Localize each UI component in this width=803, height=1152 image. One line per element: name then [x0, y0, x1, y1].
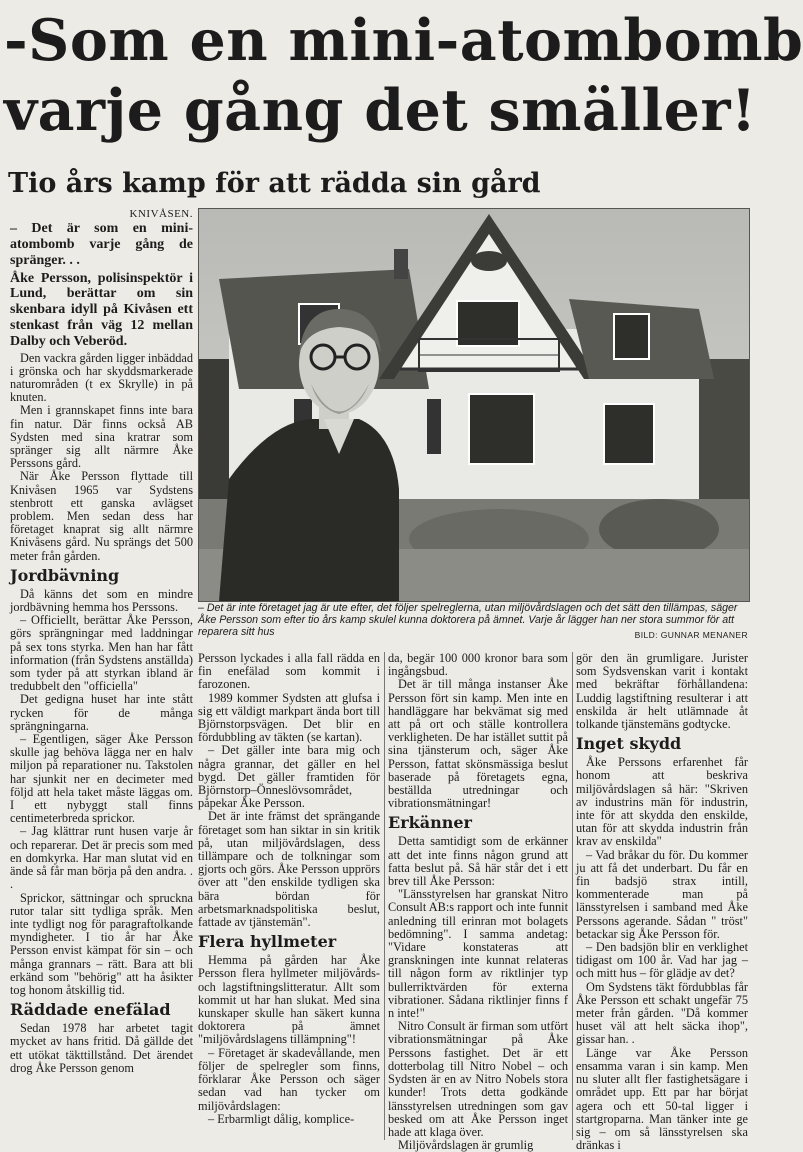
section-heading-jordbavning: Jordbävning — [10, 565, 120, 585]
paragraph: – Vad bråkar du för. Du kommer ju att få det underbart. Du får en fin badsjö strax intill, kommenterade man på länsstyrelsen i samband med Åke Perssons agerande. Sådan " tröst" betackar sig Åke Persson för. — [576, 847, 748, 941]
column-d — [576, 651, 748, 1152]
paragraph: Det gedigna huset har inte stått rycken för de många sprängningarna. — [10, 692, 193, 733]
paragraph: Detta samtidigt som de erkänner att det inte finns någon grund att fatta beslut på. Så här står det i ett brev till Åke Persson: — [388, 834, 568, 889]
paragraph: Persson lyckades i alla fall rädda en fin enefälad som kommit i farozonen. — [198, 651, 380, 692]
section-heading-hyllmeter: Flera hyllmeter — [198, 932, 337, 952]
dateline: KNIVÅSEN. — [129, 208, 193, 220]
headline-line-2: varje gång det smäller! — [4, 77, 757, 144]
paragraph: Den vackra gården ligger inbäddad i grönska och har skyddsmarkerade naturområden (t ex Skrylle) in på knuten. — [10, 350, 193, 405]
paragraph: Om Sydstens täkt fördubblas får Åke Persson ett schakt ungefär 75 meter från gården. "Då kommer huset väl att helt säcka ihop", gissar han. . — [576, 979, 748, 1047]
column-divider — [572, 652, 573, 1140]
photo-caption: – Det är inte företaget jag är ute efter, det följer spelreglerna, utan miljövårdslagen och det sätt den tillämpas, säger Åke Persson som efter tio års kamp skulel kunna doktorera på ämnet. Varje år lägger han ner stora summor för att reparera sitt hus — [198, 602, 738, 638]
paragraph: da, begär 100 000 kronor bara som ingångsbud. — [388, 651, 568, 679]
lead-quote: – Det är som en mini-atombomb varje gång de spränger. . . — [10, 221, 193, 268]
paragraph: Sedan 1978 har arbetet tagit mycket av hans fritid. Då gällde det ett utökat täkttillstånd. Det ärendet drog Åke Persson genom — [10, 1021, 193, 1075]
paragraph: gör den än grumligare. Jurister som Sydsvenskan varit i kontakt med bekräftar förhållandena: Luddig lagstiftning resulterar i att enskilda är helt utlämnade åt tolkande tjänstemäns godtycke. — [576, 651, 748, 732]
paragraph: Länge var Åke Persson ensamma varan i sin kamp. Men nu sluter allt fler fastighetsägare i området upp. Ett par har börjat agera och ett 50-tal ligger i startgroparna. Man tänker inte ge sig – om så länsstyrelsen ska dränkas i — [576, 1045, 748, 1152]
paragraph: Då känns det som en mindre jordbävning hemma hos Perssons. — [10, 586, 193, 615]
paragraph: Nitro Consult är firman som utfört vibrationsmätningar på Åke Perssons fastighet. Det är ett dotterbolag till Nitro Nobel – och Sydsten är en av Nitro Nobels stora kunder! Trots detta godkände länsstyrelsen utredningen som gav besked om att Åke Persson inget hade att klaga över. — [388, 1019, 568, 1139]
headline-line-1: -Som en mini-atombomb — [4, 7, 803, 74]
intro: Åke Persson, polisinspektör i Lund, berättar om sin skenbara idyll på Kivåsen ett stenkast från väg 12 mellan Dalby och Veberöd. — [10, 270, 193, 349]
photo-credit: BILD: GUNNAR MENANER — [634, 630, 748, 640]
column-b — [198, 652, 380, 1140]
column-left — [10, 208, 193, 1138]
paragraph: Det är inte främst det sprängande företaget som han siktar in sin kritik på, utan miljövårdslagen, dess tillämpare och de tolkningar som gjorts och görs. Åke Persson upprörs över att "den enskilde tydligen ska bära bördan för arbetsmarknadspolitiska beslut, fattade av tjänstemän". — [198, 809, 380, 930]
photo-illustration — [199, 209, 749, 601]
paragraph: Miljövårdslagen är grumlig — [398, 1138, 534, 1152]
paragraph: När Åke Persson flyttade till Knivåsen 1965 var Sydstens stenbrott ett ganska avlägset problem. Men sedan dess har företaget knaprat sig allt närmre Knivåsens gård. Nu sprängs det 500 meter från gården. — [10, 469, 193, 563]
paragraph: – Erbarmligt dålig, komplice- — [208, 1111, 355, 1126]
paragraph: – Det gäller inte bara mig och några grannar, det gäller en hel bygd. Det gäller framtiden för Björnstorp–Önneslövsområdet, påpekar Åke Persson. — [198, 743, 380, 811]
article-photo — [198, 208, 750, 602]
column-divider — [384, 652, 385, 1140]
paragraph: – Företaget är skadevållande, men följer de spelregler som finns, förklarar Åke Persson och säger sedan vad han tycker om miljövårdslagen: — [198, 1045, 380, 1113]
paragraph: – Egentligen, säger Åke Persson skulle jag behöva lägga ner en halv miljon på reparationer nu. Takstolen har sjunkit ner en decimeter med följd att hela taket måste läggas om. I ett nybyggt stall finns centimeterbreda sprickor. — [10, 732, 193, 826]
subheadline: Tio års kamp för att rädda sin gård — [8, 168, 541, 199]
paragraph: "Länsstyrelsen har granskat Nitro Consult AB:s rapport och inte funnit anledning till erinran mot bolagets bedömning". I samma andetag: "Vidare konstateras att granskningen inte kunnat relateras till någon form av riktlinjer typ bullerriktvärden för externa vibrationer. Sådana riktlinjer finns f n inte!" — [388, 887, 568, 1021]
section-heading-erkanner: Erkänner — [388, 813, 472, 833]
section-heading-raddade: Räddade enefälad — [10, 1000, 171, 1020]
paragraph: Åke Perssons erfarenhet får honom att beskriva miljövårdslagen så här: "Skriven av industrins män för industrin, inte för att skydda den enskilde, utan för att skydda industrin från krav av enskilda" — [576, 755, 748, 849]
section-heading-skydd: Inget skydd — [576, 734, 682, 754]
paragraph: – Den badsjön blir en verklighet tidigast om 100 år. Vad har jag – och mitt hus – för glädje av det? — [576, 940, 748, 981]
paragraph: – Jag klättrar runt husen varje år och reparerar. Det är precis som med en domkyrka. Har man slutat vid en ände så får man börja på den andra. . . — [10, 824, 193, 892]
paragraph: Hemma på gården har Åke Persson flera hyllmeter miljövårds- och lagstiftningslitteratur. Allt som kommit ut har han slukat. Med sina kunskaper skulle han säkert kunna doktorera på ämnet "miljövårdslagens tillämpning"! — [198, 953, 380, 1047]
paragraph: Men i grannskapet finns inte bara fin natur. Där finns också AB Sydsten med sina kratrar som spränger sig allt närmre Åke Perssons gård. — [10, 403, 193, 471]
paragraph: 1989 kommer Sydsten att glufsa i sig ett väldigt markpart ända bort till Björnstorpsvägen. Det blir en fördubbling av täkten (se kartan). — [198, 690, 380, 745]
paragraph: – Officiellt, berättar Åke Persson, görs sprängningar med laddningar på sex tons styrka. Men han har fått information (från Sydstens anställda) som tyder på att styrkan ibland är tredubbelt den "officiella" — [10, 613, 193, 694]
column-c — [388, 651, 568, 1152]
paragraph: Sprickor, sättningar och spruckna rutor talar sitt tydliga språk. Men inte tydligt nog för paragraftolkande myndigheter. I tio år har Åke Persson envist kämpat för sin – och många grannars – rätt. Bara att bli erkänd som "behörig" att ha åsikter tog honom åtskillig tid. — [10, 890, 193, 997]
paragraph: Det är till många instanser Åke Persson fört sin kamp. Men inte en handläggare har bekvämat sig med att på ort och ställe kontrollera verkligheten. De har istället suttit på sina tjänsterum och, säger Åke Persson, fattat skönsmässiga beslut baserade på företagets egna, beställda utredningar och vibrationsmätningar! — [388, 677, 568, 811]
